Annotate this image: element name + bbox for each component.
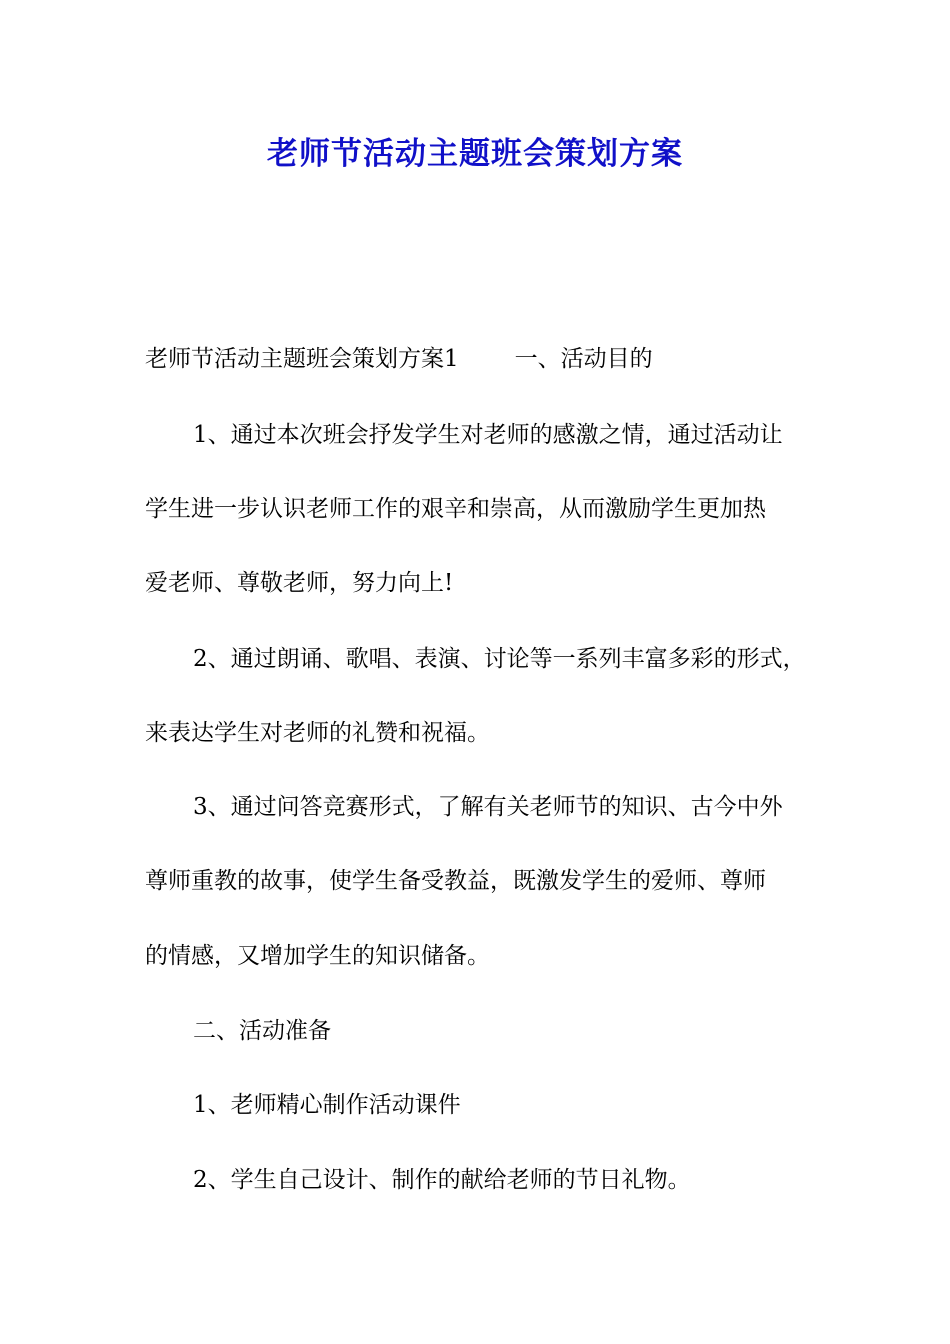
paragraph-line: 2、通过朗诵、歌唱、表演、讨论等一系列丰富多彩的形式，	[193, 646, 806, 672]
paragraph-line: 爱老师、尊敬老师，努力向上!	[145, 570, 454, 596]
plan-heading: 老师节活动主题班会策划方案1	[145, 346, 459, 372]
section-heading-preparation: 二、活动准备	[193, 1018, 331, 1044]
first-line	[145, 344, 825, 374]
paragraph-line: 3、通过问答竞赛形式，了解有关老师节的知识、古今中外	[193, 794, 783, 820]
section-heading-purpose: 一、活动目的	[514, 346, 653, 372]
paragraph-line: 2、学生自己设计、制作的献给老师的节日礼物。	[193, 1167, 691, 1193]
paragraph-line: 1、通过本次班会抒发学生对老师的感激之情，通过活动让	[193, 422, 783, 448]
paragraph-line: 来表达学生对老师的礼赞和祝福。	[145, 720, 490, 746]
paragraph-line: 学生进一步认识老师工作的艰辛和崇高，从而激励学生更加热	[145, 496, 766, 522]
paragraph-line: 1、老师精心制作活动课件	[193, 1092, 461, 1118]
paragraph-line: 尊师重教的故事，使学生备受教益，既激发学生的爱师、尊师	[145, 868, 766, 894]
document-title: 老师节活动主题班会策划方案	[267, 136, 683, 172]
paragraph-line: 的情感，又增加学生的知识储备。	[145, 943, 490, 969]
